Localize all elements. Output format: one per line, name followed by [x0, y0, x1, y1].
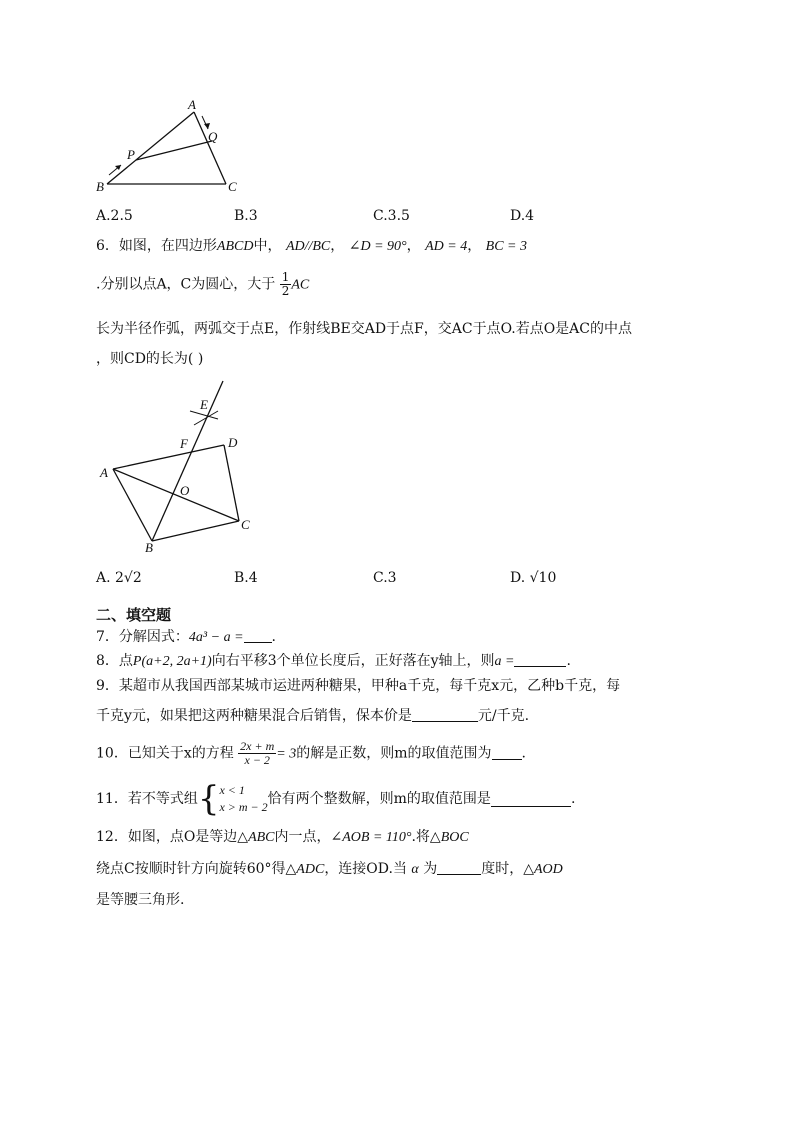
q8-mid: 向右平移3个单位长度后，正好落在y轴上，则 [211, 653, 495, 669]
q11-end: . [570, 791, 576, 807]
q7-text: 7．分解因式： [96, 629, 189, 645]
q10-text: 10．已知关于x的方程 [96, 745, 234, 762]
q11 [96, 779, 576, 819]
q8-expr: P(a+2, 2a+1) [132, 654, 212, 669]
q9-blank[interactable] [412, 707, 478, 722]
q11-brace: { [197, 779, 220, 819]
q6-frac-den: 2 [281, 284, 290, 298]
label-P: P [127, 147, 135, 162]
q12-line1 [96, 828, 469, 847]
q6-text-mid: 中， [253, 238, 282, 254]
q12-line3: 是等腰三角形. [96, 892, 185, 908]
q9-text: 千克y元，如果把这两种糖果混合后销售，保本价是 [96, 708, 412, 724]
q7-blank[interactable] [244, 628, 272, 643]
q6-frac-num: 1 [281, 270, 290, 284]
label-F: F [180, 436, 188, 451]
label-A: A [100, 465, 108, 480]
q6-ac: AC [291, 277, 310, 293]
q8-end: . [566, 653, 571, 669]
q11-blank[interactable] [491, 792, 571, 807]
q10-fraction [238, 740, 276, 767]
q5-option-c: C.3.5 [373, 208, 410, 224]
q9-line1: 9．某超市从我国西部某城市运进两种糖果，甲种a千克，每千克x元，乙种b千克，每 [96, 678, 621, 694]
q11-system [219, 782, 267, 816]
q10-den: x − 2 [244, 753, 270, 767]
q12-text: 12．如图，点O是等边 [96, 829, 238, 845]
figure-quadrilateral [90, 375, 270, 560]
label-C: C [241, 517, 250, 532]
q12-line2-mid: ，连接OD.当 [324, 861, 407, 877]
label-Q: Q [208, 129, 218, 144]
label-C: C [228, 179, 237, 194]
q9-end: 元/千克. [477, 708, 530, 724]
q8-blank[interactable] [514, 652, 566, 667]
q5-option-d: D.4 [510, 208, 535, 224]
q7 [96, 628, 276, 647]
q11-ineq1: x < 1 [219, 783, 245, 797]
q12-tri-aod: △AOD [523, 862, 563, 877]
q10-num: 2x + m [240, 739, 275, 753]
q10-blank[interactable] [492, 745, 522, 760]
q8 [96, 652, 571, 671]
q6-quad: ABCD [216, 239, 254, 254]
q12-line2-suffix: 度时， [481, 861, 524, 877]
q6-line4: ，则CD的长为( ) [96, 351, 204, 367]
label-D: D [228, 435, 238, 450]
q12-tri-adc: △ADC [285, 862, 325, 877]
q6-line2-text: .分别以点A，C为圆心，大于 [96, 276, 276, 293]
q12-line2 [96, 860, 563, 879]
q6-line3: 长为半径作弧，两弧交于点E，作射线BE交AD于点F，交AC于点O.若点O是AC的中点 [96, 321, 633, 337]
q6-option-a: A. 2√2 [96, 570, 142, 586]
q6-fraction [280, 271, 292, 298]
q12-mid: 内一点， [274, 829, 331, 845]
q12-tri-boc: △BOC [429, 830, 469, 845]
q5-option-b: B.3 [234, 208, 258, 224]
label-E: E [200, 397, 208, 412]
q7-expr: 4a³ − a = [188, 630, 244, 645]
q10-eq: = 3 [276, 746, 297, 762]
q7-end: . [271, 629, 276, 645]
q6-cond-bc: BC = 3 [485, 239, 527, 254]
q11-suffix: 恰有两个整数解，则m的取值范围是 [267, 791, 491, 807]
q11-ineq2: x > m − 2 [219, 800, 268, 814]
label-A: A [188, 97, 196, 112]
q12-line2-text: 绕点C按顺时针方向旋转60°得 [96, 861, 286, 877]
q8-text: 8．点 [96, 653, 133, 669]
q6-line1: 6．如图，在四边形ABCD中， AD//BC， ∠D = 90°， AD = 4， BC = 3 [96, 238, 527, 254]
q10 [96, 740, 526, 767]
q6-cond-angle: ∠D = 90° [348, 239, 407, 254]
q10-suffix: 的解是正数，则m的取值范围为 [296, 745, 492, 762]
q12-angle: ∠AOB = 110° [330, 830, 412, 845]
q6-text: 6．如图，在四边形 [96, 238, 217, 254]
q6-option-d: D. √10 [510, 570, 557, 586]
q12-line2-mid2: 为 [423, 861, 438, 877]
q6-option-b: B.4 [234, 570, 258, 586]
q6-option-c: C.3 [373, 570, 397, 586]
section-title: 二、填空题 [96, 606, 172, 624]
q5-option-a: A.2.5 [96, 208, 133, 224]
q6-cond-ad: AD = 4 [425, 239, 468, 254]
q12-suffix: .将 [411, 829, 430, 845]
q11-text: 11．若不等式组 [96, 791, 198, 807]
figure-triangle-pq [90, 95, 250, 195]
q12-tri-abc: △ABC [237, 830, 275, 845]
q8-var: a = [494, 654, 515, 669]
q12-blank[interactable] [437, 860, 481, 875]
q12-alpha: α [411, 862, 419, 877]
q6-line2 [96, 271, 309, 298]
label-O: O [180, 483, 190, 498]
q6-cond-parallel: AD//BC [285, 239, 331, 254]
label-B: B [96, 179, 104, 194]
label-B: B [145, 540, 153, 555]
q9-line2 [96, 707, 529, 725]
q10-end: . [521, 745, 526, 762]
